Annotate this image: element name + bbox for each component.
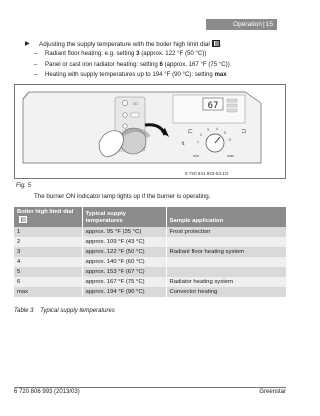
figure-note: The burner ON indicator lamp lights up if the burner is operating. [34,193,211,200]
section-title: Operation [232,21,262,28]
table-row: 2 approx. 109 °F (43 °C) [14,237,286,247]
display-value: 67 [207,101,219,111]
svg-text:3: 3 [207,128,209,132]
page-header [206,19,277,30]
svg-text:↯: ↯ [181,141,186,147]
svg-text:5: 5 [224,131,226,135]
control-panel-figure [14,84,286,179]
dial-symbol-icon [19,216,27,223]
list-item: – Panel or cast iron radiator heating: setting 6 (approx. 167 °F (75 °C)) [34,60,230,68]
svg-text:⊏: ⊏ [188,128,194,135]
intro-bullet: ▶ Adjusting the supply temperature with the boiler high limit dial . [25,41,222,48]
list-item: – Radiant floor heating: e.g. setting 3 (approx. 122 °F (50 °C)) [34,50,207,57]
table-row: 1 approx. 95 °F (35 °C) Frost protection [14,227,286,237]
list-item: – Heating with supply temperatures up to 194 °F (90 °C): setting max [34,71,227,79]
settings-list [34,49,284,81]
page-number: 15 [265,21,273,28]
control-panel-illustration [15,85,287,180]
svg-text:I/O: I/O [133,102,138,106]
column-header: Sample application [166,207,286,227]
svg-text:max: max [227,154,234,158]
bullet-arrow-icon: ▶ [25,41,30,47]
svg-text:4: 4 [216,127,218,131]
table-row: 6 approx. 167 °F (75 °C) Radiator heating system [14,277,286,287]
column-header: Boiler high limit dial [14,207,82,227]
svg-text:⊐: ⊐ [241,128,247,135]
intro-bullet-text: Adjusting the supply temperature with the boiler high limit dial [39,41,210,48]
svg-text:2: 2 [200,133,202,137]
table-caption: Table 3 Typical supply temperatures [14,308,115,314]
svg-text:min: min [193,154,199,158]
footer-doc-number: 6 720 806 993 (2013/03) [14,389,80,395]
figure-caption: Fig. 5 [16,183,32,189]
column-header: Typical supply temperatures [82,207,166,227]
header-separator: | [262,21,265,28]
indicator-lamp-icon [122,100,127,105]
footer-divider [14,387,286,388]
table-row: 3 approx. 122 °F (50 °C) Radiant floor heating system [14,247,286,257]
supply-temperature-table [14,207,286,297]
footer-product-name: Greenstar [259,389,286,395]
dial-symbol-icon [212,40,220,47]
table-header-row [14,207,286,227]
figure-reference: 6 720 641 933-53.1O [185,171,229,176]
table-row: 5 approx. 153 °F (67 °C) [14,267,286,277]
svg-text:1: 1 [197,140,199,144]
table-row: max approx. 194 °F (90 °C) Convector heating [14,287,286,297]
table-row: 4 approx. 140 °F (60 °C) [14,257,286,267]
svg-text:6: 6 [229,138,231,142]
